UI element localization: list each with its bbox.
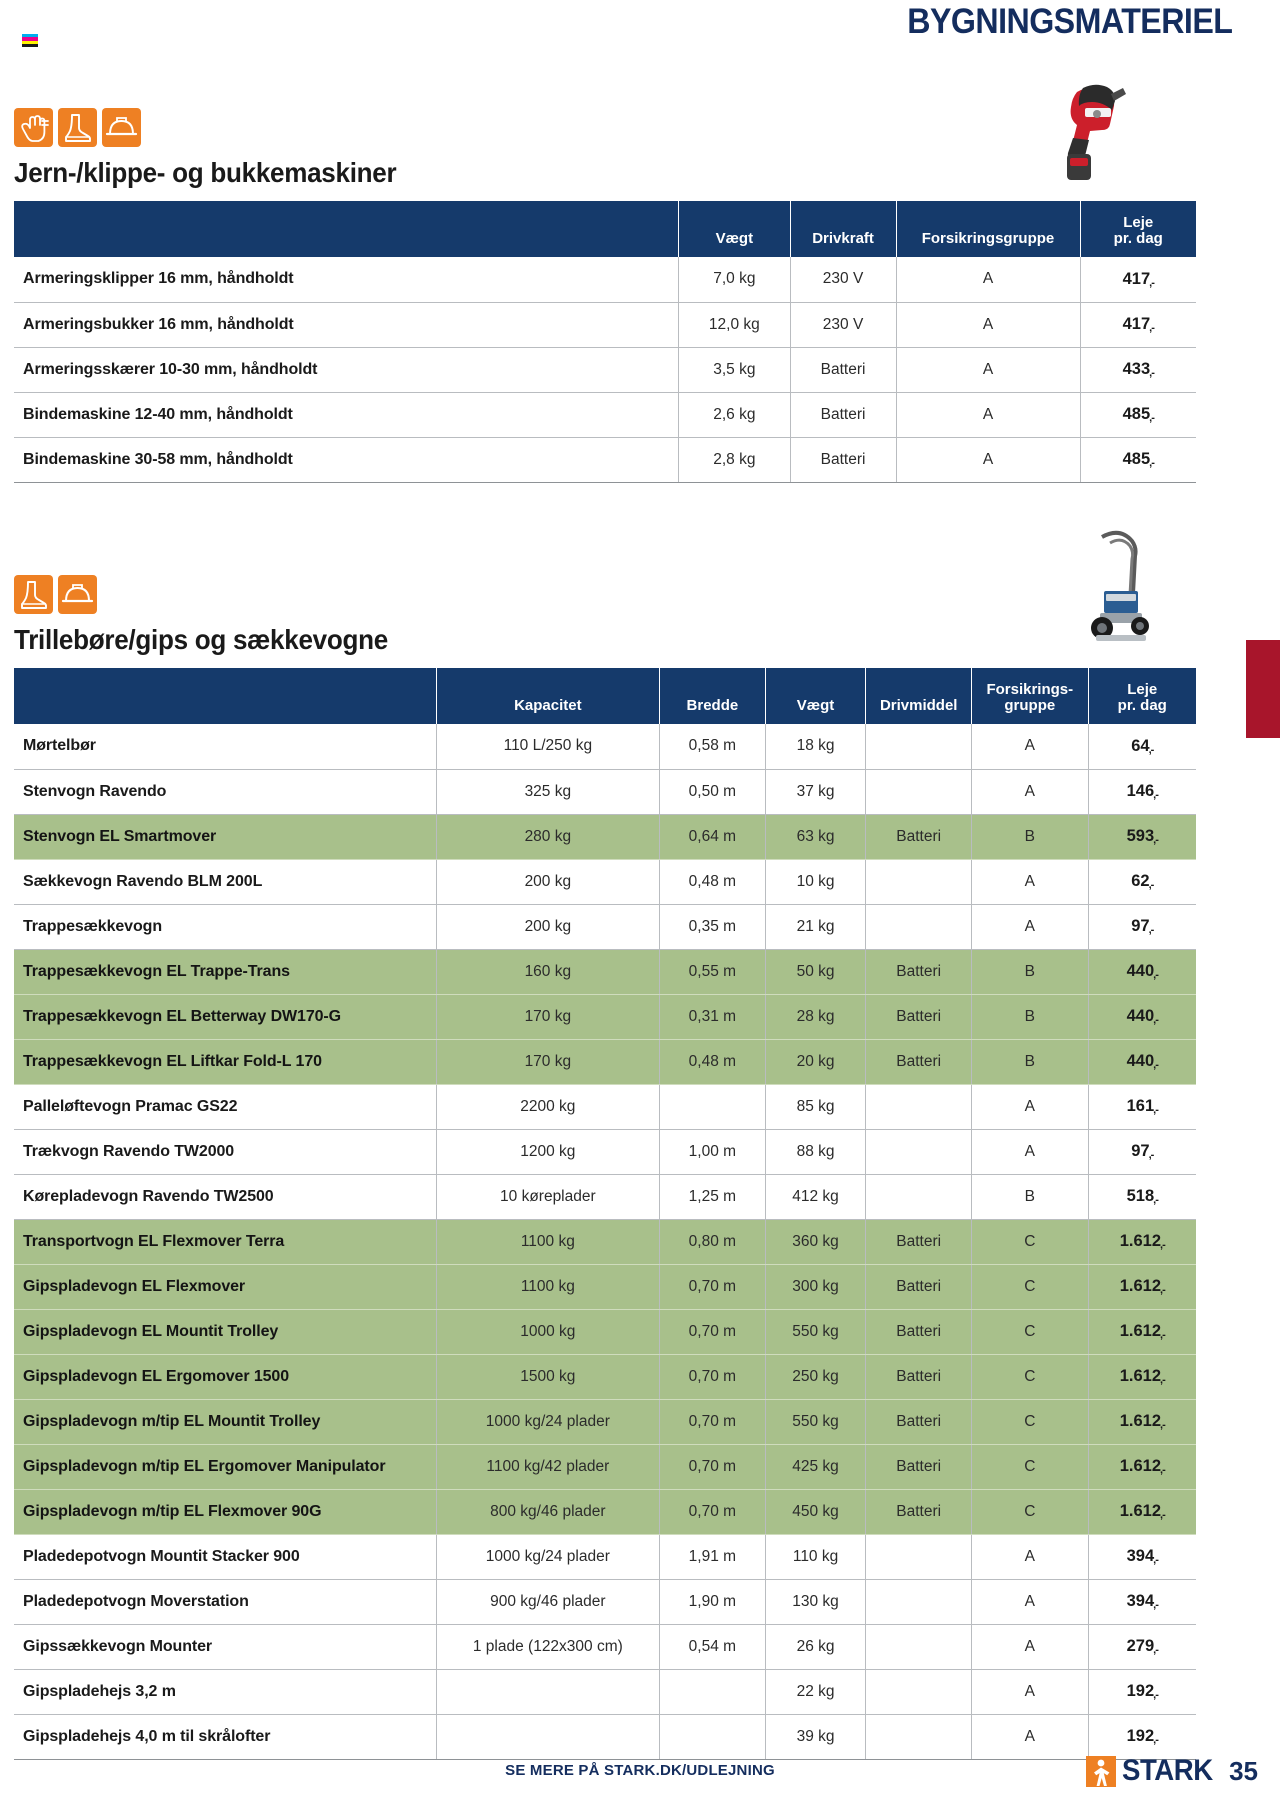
- cell-leje: 1.612,-: [1088, 1399, 1196, 1444]
- cell-vaegt: 22 kg: [765, 1669, 866, 1714]
- cell-kapacitet: 1100 kg: [436, 1264, 659, 1309]
- cell-bredde: 0,55 m: [659, 949, 765, 994]
- cell-drivkraft: Batteri: [790, 392, 896, 437]
- table-row: [14, 1669, 1196, 1714]
- cell-drivmiddel: Batteri: [866, 1309, 972, 1354]
- leje-line2-2: pr. dag: [1117, 696, 1167, 714]
- cell-leje: 440,-: [1088, 1039, 1196, 1084]
- section-jern-klippe-bukkemaskiner: [14, 108, 1196, 483]
- cell-forsikringsgruppe: A: [972, 1669, 1088, 1714]
- section-bookmark-tab: [1246, 640, 1280, 738]
- cell-forsikringsgruppe: A: [972, 1714, 1088, 1759]
- brand-logo: [1086, 1754, 1258, 1788]
- table-row: [14, 1354, 1196, 1399]
- cell-kapacitet: 1000 kg/24 plader: [436, 1399, 659, 1444]
- cell-leje: 394,-: [1088, 1534, 1196, 1579]
- cell-drivmiddel: [866, 1714, 972, 1759]
- cell-forsikringsgruppe: C: [972, 1219, 1088, 1264]
- leje-line2-1: pr. dag: [1113, 229, 1163, 247]
- cell-forsikringsgruppe: C: [972, 1309, 1088, 1354]
- cell-drivmiddel: [866, 1129, 972, 1174]
- cell-kapacitet: 900 kg/46 plader: [436, 1579, 659, 1624]
- safety-helmet-icon: [58, 575, 97, 614]
- cell-forsikringsgruppe: A: [972, 1534, 1088, 1579]
- cell-bredde: [659, 1714, 765, 1759]
- cell-name: Pladedepotvogn Mountit Stacker 900: [14, 1534, 436, 1579]
- cell-bredde: [659, 1084, 765, 1129]
- col-header-drivkraft: Drivkraft: [790, 201, 896, 257]
- cell-kapacitet: 1100 kg/42 plader: [436, 1444, 659, 1489]
- cell-leje: 440,-: [1088, 949, 1196, 994]
- cell-kapacitet: 200 kg: [436, 859, 659, 904]
- cell-bredde: 1,25 m: [659, 1174, 765, 1219]
- cell-forsikringsgruppe: A: [972, 1129, 1088, 1174]
- cell-bredde: 0,48 m: [659, 1039, 765, 1084]
- cell-forsikringsgruppe: A: [972, 724, 1088, 769]
- safety-pictogram-group-1: [14, 108, 1196, 147]
- cell-forsikringsgruppe: A: [896, 437, 1080, 482]
- cell-name: Gipspladevogn m/tip EL Mountit Trolley: [14, 1399, 436, 1444]
- cell-bredde: 0,70 m: [659, 1399, 765, 1444]
- cell-forsikringsgruppe: A: [972, 1579, 1088, 1624]
- cell-name: Bindemaskine 30-58 mm, håndholdt: [14, 437, 679, 482]
- cell-forsikringsgruppe: A: [896, 257, 1080, 302]
- cell-name: Gipssækkevogn Mounter: [14, 1624, 436, 1669]
- cell-leje: 279,-: [1088, 1624, 1196, 1669]
- table-row: [14, 949, 1196, 994]
- cell-name: Kørepladevogn Ravendo TW2500: [14, 1174, 436, 1219]
- col-header-vaegt-1: Vægt: [679, 201, 791, 257]
- cell-drivmiddel: [866, 859, 972, 904]
- cell-bredde: 0,64 m: [659, 814, 765, 859]
- cell-leje: 192,-: [1088, 1669, 1196, 1714]
- cell-kapacitet: 280 kg: [436, 814, 659, 859]
- cell-vaegt: 10 kg: [765, 859, 866, 904]
- cell-drivmiddel: Batteri: [866, 1354, 972, 1399]
- cell-forsikringsgruppe: B: [972, 994, 1088, 1039]
- cell-bredde: 1,91 m: [659, 1534, 765, 1579]
- cell-drivmiddel: Batteri: [866, 1399, 972, 1444]
- table-trillebore-gips-saekkevogne: [14, 668, 1196, 1760]
- cell-name: Armeringsklipper 16 mm, håndholdt: [14, 257, 679, 302]
- cell-forsikringsgruppe: A: [972, 1084, 1088, 1129]
- cell-vaegt: 37 kg: [765, 769, 866, 814]
- section-title-2: Trillebøre/gips og sækkevogne: [14, 624, 388, 655]
- cell-leje: 1.612,-: [1088, 1489, 1196, 1534]
- cell-vaegt: 63 kg: [765, 814, 866, 859]
- cell-forsikringsgruppe: A: [972, 859, 1088, 904]
- leje-line1-1: Leje: [1123, 213, 1154, 231]
- cell-bredde: [659, 1669, 765, 1714]
- cell-kapacitet: [436, 1669, 659, 1714]
- table-row: [14, 904, 1196, 949]
- cell-kapacitet: 10 køreplader: [436, 1174, 659, 1219]
- cell-drivmiddel: Batteri: [866, 1489, 972, 1534]
- col-header-drivmiddel: Drivmiddel: [866, 668, 972, 724]
- table-row: [14, 1264, 1196, 1309]
- table-jern-klippe-bukkemaskiner: [14, 201, 1196, 483]
- col-header-leje-1: [1080, 201, 1196, 257]
- table-row: [14, 1174, 1196, 1219]
- cell-vaegt: 50 kg: [765, 949, 866, 994]
- col-header-kapacitet: Kapacitet: [436, 668, 659, 724]
- cell-kapacitet: 170 kg: [436, 1039, 659, 1084]
- table-row: [14, 1624, 1196, 1669]
- cell-drivmiddel: [866, 1174, 972, 1219]
- table-row: [14, 859, 1196, 904]
- cell-kapacitet: 200 kg: [436, 904, 659, 949]
- cell-drivmiddel: [866, 1579, 972, 1624]
- page-header: [0, 0, 1280, 52]
- cell-vaegt: 300 kg: [765, 1264, 866, 1309]
- cell-bredde: 1,90 m: [659, 1579, 765, 1624]
- page-footer: [0, 1754, 1280, 1804]
- cell-name: Gipspladevogn m/tip EL Flexmover 90G: [14, 1489, 436, 1534]
- cell-vaegt: 39 kg: [765, 1714, 866, 1759]
- cell-vaegt: 28 kg: [765, 994, 866, 1039]
- section-trillebore-gips-saekkevogne: [14, 575, 1196, 1760]
- cell-vaegt: 88 kg: [765, 1129, 866, 1174]
- cell-forsikringsgruppe: A: [896, 347, 1080, 392]
- table-2-header: [14, 668, 1196, 724]
- cell-kapacitet: 1 plade (122x300 cm): [436, 1624, 659, 1669]
- cell-vaegt: 20 kg: [765, 1039, 866, 1084]
- forsikring-line2: gruppe: [1004, 696, 1056, 714]
- table-row: [14, 437, 1196, 482]
- table-row: [14, 724, 1196, 769]
- forsikring-line1: Forsikrings-: [986, 680, 1074, 698]
- cell-bredde: 0,35 m: [659, 904, 765, 949]
- leje-line1-2: Leje: [1127, 680, 1158, 698]
- cell-name: Bindemaskine 12-40 mm, håndholdt: [14, 392, 679, 437]
- cell-name: Mørtelbør: [14, 724, 436, 769]
- cell-name: Gipspladehejs 4,0 m til skrålofter: [14, 1714, 436, 1759]
- cell-forsikringsgruppe: A: [972, 904, 1088, 949]
- safety-gloves-icon: [14, 108, 53, 147]
- cell-forsikringsgruppe: A: [972, 769, 1088, 814]
- stark-figure-icon: [1086, 1756, 1116, 1787]
- table-1-header: [14, 201, 1196, 257]
- cell-bredde: 0,50 m: [659, 769, 765, 814]
- cell-kapacitet: 2200 kg: [436, 1084, 659, 1129]
- cell-drivmiddel: Batteri: [866, 994, 972, 1039]
- cell-bredde: 0,70 m: [659, 1264, 765, 1309]
- cell-leje: 1.612,-: [1088, 1219, 1196, 1264]
- table-row: [14, 302, 1196, 347]
- cell-name: Pladedepotvogn Moverstation: [14, 1579, 436, 1624]
- cell-leje: 417,-: [1080, 257, 1196, 302]
- table-row: [14, 1309, 1196, 1354]
- cell-vaegt: 21 kg: [765, 904, 866, 949]
- safety-helmet-icon: [102, 108, 141, 147]
- cell-forsikringsgruppe: C: [972, 1264, 1088, 1309]
- cell-leje: 485,-: [1080, 437, 1196, 482]
- cell-name: Gipspladehejs 3,2 m: [14, 1669, 436, 1714]
- cell-vaegt: 2,6 kg: [679, 392, 791, 437]
- cell-vaegt: 550 kg: [765, 1399, 866, 1444]
- cell-bredde: 0,58 m: [659, 724, 765, 769]
- cell-forsikringsgruppe: C: [972, 1444, 1088, 1489]
- cell-drivkraft: 230 V: [790, 257, 896, 302]
- cell-vaegt: 412 kg: [765, 1174, 866, 1219]
- cell-forsikringsgruppe: B: [972, 814, 1088, 859]
- cell-drivmiddel: [866, 904, 972, 949]
- cell-drivmiddel: Batteri: [866, 814, 972, 859]
- table-row: [14, 1219, 1196, 1264]
- cell-leje: 433,-: [1080, 347, 1196, 392]
- table-row: [14, 1084, 1196, 1129]
- cell-leje: 146,-: [1088, 769, 1196, 814]
- cell-vaegt: 360 kg: [765, 1219, 866, 1264]
- col-header-forsikringsgruppe-2: [972, 668, 1088, 724]
- cell-vaegt: 130 kg: [765, 1579, 866, 1624]
- cell-bredde: 0,54 m: [659, 1624, 765, 1669]
- col-header-name-2: [14, 668, 436, 724]
- cell-kapacitet: 1000 kg: [436, 1309, 659, 1354]
- cell-name: Gipspladevogn m/tip EL Ergomover Manipulator: [14, 1444, 436, 1489]
- cell-drivmiddel: Batteri: [866, 1219, 972, 1264]
- cell-kapacitet: 1000 kg/24 plader: [436, 1534, 659, 1579]
- cell-vaegt: 7,0 kg: [679, 257, 791, 302]
- cell-bredde: 0,80 m: [659, 1219, 765, 1264]
- cell-bredde: 1,00 m: [659, 1129, 765, 1174]
- cell-vaegt: 550 kg: [765, 1309, 866, 1354]
- cell-vaegt: 110 kg: [765, 1534, 866, 1579]
- table-row: [14, 814, 1196, 859]
- cell-kapacitet: 800 kg/46 plader: [436, 1489, 659, 1534]
- cell-forsikringsgruppe: A: [896, 302, 1080, 347]
- cell-drivkraft: Batteri: [790, 347, 896, 392]
- cell-leje: 1.612,-: [1088, 1444, 1196, 1489]
- cell-forsikringsgruppe: B: [972, 1039, 1088, 1084]
- cell-vaegt: 85 kg: [765, 1084, 866, 1129]
- cell-kapacitet: 160 kg: [436, 949, 659, 994]
- table-row: [14, 1534, 1196, 1579]
- cell-kapacitet: 325 kg: [436, 769, 659, 814]
- cell-leje: 1.612,-: [1088, 1309, 1196, 1354]
- cell-leje: 97,-: [1088, 904, 1196, 949]
- cell-drivmiddel: Batteri: [866, 949, 972, 994]
- cell-name: Gipspladevogn EL Ergomover 1500: [14, 1354, 436, 1399]
- cell-leje: 394,-: [1088, 1579, 1196, 1624]
- table-row: [14, 769, 1196, 814]
- cell-forsikringsgruppe: C: [972, 1489, 1088, 1534]
- cell-leje: 1.612,-: [1088, 1354, 1196, 1399]
- cell-leje: 417,-: [1080, 302, 1196, 347]
- cell-leje: 518,-: [1088, 1174, 1196, 1219]
- cell-vaegt: 18 kg: [765, 724, 866, 769]
- cell-drivmiddel: [866, 769, 972, 814]
- safety-pictogram-group-2: [14, 575, 1196, 614]
- table-row: [14, 1579, 1196, 1624]
- cell-bredde: 0,70 m: [659, 1354, 765, 1399]
- cell-drivmiddel: [866, 724, 972, 769]
- cell-name: Stenvogn Ravendo: [14, 769, 436, 814]
- cell-name: Gipspladevogn EL Flexmover: [14, 1264, 436, 1309]
- cell-name: Armeringsskærer 10-30 mm, håndholdt: [14, 347, 679, 392]
- table-row: [14, 1444, 1196, 1489]
- col-header-name-1: [14, 201, 679, 257]
- cell-vaegt: 3,5 kg: [679, 347, 791, 392]
- cell-drivkraft: Batteri: [790, 437, 896, 482]
- table-row: [14, 1489, 1196, 1534]
- table-row: [14, 347, 1196, 392]
- cell-bredde: 0,70 m: [659, 1489, 765, 1534]
- safety-boots-icon: [14, 575, 53, 614]
- col-header-vaegt-2: Vægt: [765, 668, 866, 724]
- table-row: [14, 392, 1196, 437]
- cell-name: Armeringsbukker 16 mm, håndholdt: [14, 302, 679, 347]
- cell-leje: 161,-: [1088, 1084, 1196, 1129]
- col-header-leje-2: [1088, 668, 1196, 724]
- cell-kapacitet: 1500 kg: [436, 1354, 659, 1399]
- cell-name: Trappesækkevogn: [14, 904, 436, 949]
- cell-forsikringsgruppe: B: [972, 949, 1088, 994]
- cell-name: Trappesækkevogn EL Trappe-Trans: [14, 949, 436, 994]
- cell-drivkraft: 230 V: [790, 302, 896, 347]
- cell-drivmiddel: [866, 1534, 972, 1579]
- page-number: 35: [1229, 1755, 1258, 1786]
- cell-leje: 485,-: [1080, 392, 1196, 437]
- cell-kapacitet: 170 kg: [436, 994, 659, 1039]
- cell-bredde: 0,48 m: [659, 859, 765, 904]
- section-title-1: Jern-/klippe- og bukkemaskiner: [14, 157, 397, 188]
- cell-name: Trækvogn Ravendo TW2000: [14, 1129, 436, 1174]
- cell-name: Trappesækkevogn EL Betterway DW170-G: [14, 994, 436, 1039]
- cell-forsikringsgruppe: C: [972, 1399, 1088, 1444]
- safety-boots-icon: [58, 108, 97, 147]
- cell-leje: 192,-: [1088, 1714, 1196, 1759]
- stair-climbing-sack-truck-photo: [1068, 525, 1172, 650]
- table-2-body: [14, 724, 1196, 1759]
- table-row: [14, 257, 1196, 302]
- cell-kapacitet: 1200 kg: [436, 1129, 659, 1174]
- cell-vaegt: 425 kg: [765, 1444, 866, 1489]
- table-1-body: [14, 257, 1196, 482]
- table-row: [14, 1399, 1196, 1444]
- cell-forsikringsgruppe: B: [972, 1174, 1088, 1219]
- cell-vaegt: 26 kg: [765, 1624, 866, 1669]
- cell-forsikringsgruppe: A: [896, 392, 1080, 437]
- cell-bredde: 0,70 m: [659, 1309, 765, 1354]
- table-row: [14, 1129, 1196, 1174]
- cell-name: Palleløftevogn Pramac GS22: [14, 1084, 436, 1129]
- table-1-header-row: [14, 201, 1196, 257]
- cell-leje: 64,-: [1088, 724, 1196, 769]
- cell-drivmiddel: Batteri: [866, 1444, 972, 1489]
- cell-name: Transportvogn EL Flexmover Terra: [14, 1219, 436, 1264]
- rebar-tying-machine-photo: [1025, 80, 1155, 190]
- cell-drivmiddel: Batteri: [866, 1039, 972, 1084]
- cell-name: Gipspladevogn EL Mountit Trolley: [14, 1309, 436, 1354]
- page-title: BYGNINGSMATERIEL: [906, 2, 1232, 41]
- cell-forsikringsgruppe: A: [972, 1624, 1088, 1669]
- cell-drivmiddel: [866, 1084, 972, 1129]
- table-row: [14, 1039, 1196, 1084]
- col-header-forsikringsgruppe-1: Forsikringsgruppe: [896, 201, 1080, 257]
- cell-kapacitet: 110 L/250 kg: [436, 724, 659, 769]
- cell-drivmiddel: [866, 1624, 972, 1669]
- cell-leje: 593,-: [1088, 814, 1196, 859]
- cell-drivmiddel: Batteri: [866, 1264, 972, 1309]
- cell-vaegt: 450 kg: [765, 1489, 866, 1534]
- cmyk-registration-marks-icon: [22, 34, 38, 47]
- cell-vaegt: 12,0 kg: [679, 302, 791, 347]
- cell-forsikringsgruppe: C: [972, 1354, 1088, 1399]
- col-header-bredde: Bredde: [659, 668, 765, 724]
- table-row: [14, 994, 1196, 1039]
- cell-bredde: 0,70 m: [659, 1444, 765, 1489]
- cell-name: Stenvogn EL Smartmover: [14, 814, 436, 859]
- cell-leje: 62,-: [1088, 859, 1196, 904]
- cell-name: Sækkevogn Ravendo BLM 200L: [14, 859, 436, 904]
- cell-bredde: 0,31 m: [659, 994, 765, 1039]
- table-row: [14, 1714, 1196, 1759]
- cell-leje: 1.612,-: [1088, 1264, 1196, 1309]
- cell-vaegt: 2,8 kg: [679, 437, 791, 482]
- cell-name: Trappesækkevogn EL Liftkar Fold-L 170: [14, 1039, 436, 1084]
- cell-vaegt: 250 kg: [765, 1354, 866, 1399]
- cell-kapacitet: [436, 1714, 659, 1759]
- footer-link-text[interactable]: SE MERE PÅ STARK.DK/UDLEJNING: [505, 1762, 775, 1779]
- cell-drivmiddel: [866, 1669, 972, 1714]
- brand-name: STARK: [1122, 1754, 1214, 1787]
- cell-leje: 440,-: [1088, 994, 1196, 1039]
- cell-kapacitet: 1100 kg: [436, 1219, 659, 1264]
- table-2-header-row: [14, 668, 1196, 724]
- cell-leje: 97,-: [1088, 1129, 1196, 1174]
